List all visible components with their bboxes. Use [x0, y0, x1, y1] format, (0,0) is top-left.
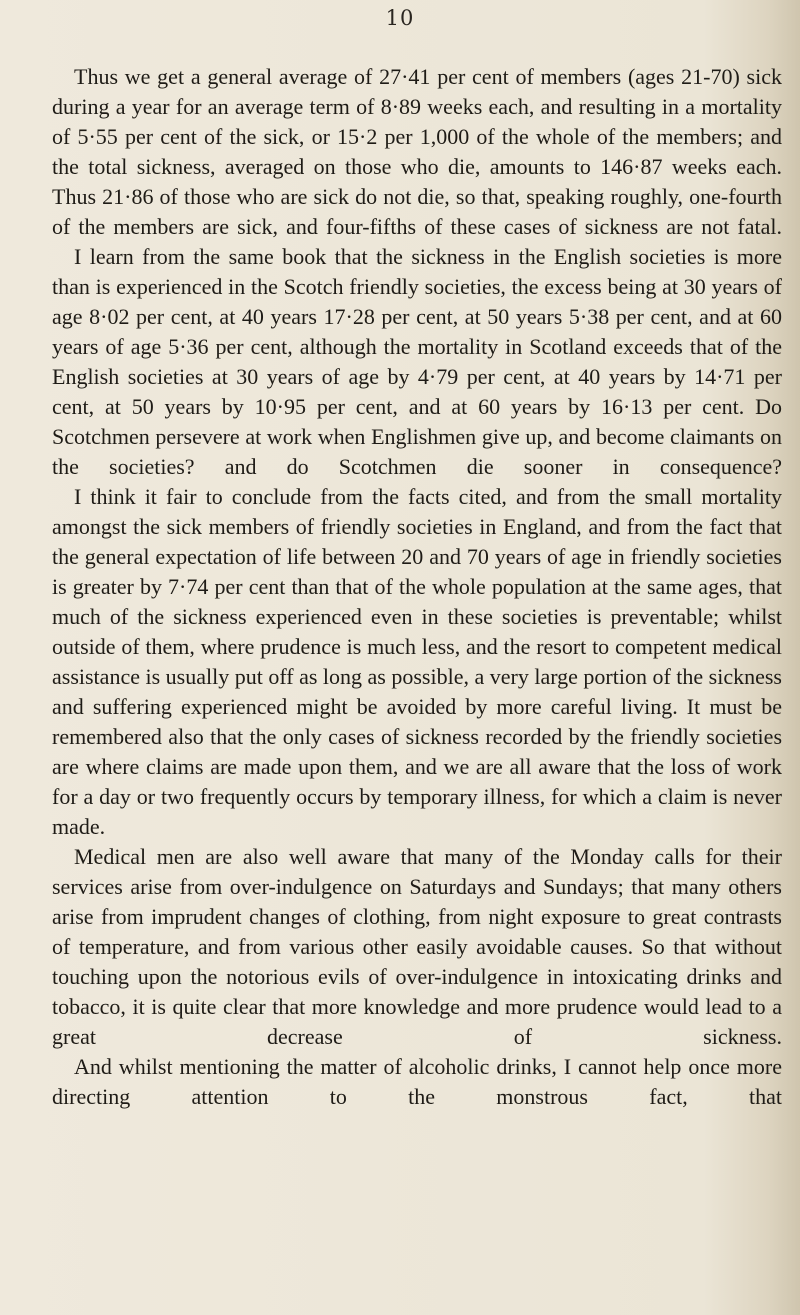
- body-text: [52, 62, 782, 1112]
- paragraph-1: Thus we get a general average of 27·41 per cent of members (ages 21-70) sick during a year for an average term of 8·89 weeks each, and resulting in a mortality of 5·55 per cent of the sick, or 15·2 per 1,000 of the whole of the members; and the total sickness, averaged on those who die, amounts to 146·87 weeks each. Thus 21·86 of those who are sick do not die, so that, speaking roughly, one-fourth of the members are sick, and four-fifths of these cases of sickness are not fatal.: [52, 64, 782, 239]
- paragraph-2: I learn from the same book that the sickness in the English societies is more than is experienced in the Scotch friendly societies, the excess being at 30 years of age 8·02 per cent, at 40 years 17·28 per cent, at 50 years 5·38 per cent, and at 60 years of age 5·36 per cent, although the mortality in Scotland exceeds that of the English societies at 30 years of age by 4·79 per cent, at 40 years by 14·71 per cent, at 50 years by 10·95 per cent, and at 60 years by 16·13 per cent. Do Scotchmen persevere at work when Englishmen give up, and become claimants on the societies? and do Scotchmen die sooner in consequence?: [52, 244, 782, 479]
- paragraph-4: Medical men are also well aware that many of the Monday calls for their services arise from over-indulgence on Saturdays and Sundays; that many others arise from imprudent changes of clothing, from night exposure to great contrasts of temperature, and from various other easily avoidable causes. So that without touching upon the notorious evils of over-indulgence in intoxicating drinks and tobacco, it is quite clear that more knowledge and more prudence would lead to a great decrease of sickness.: [52, 844, 782, 1049]
- paragraph-3: I think it fair to conclude from the facts cited, and from the small mortality amongst the sick members of friendly societies in England, and from the fact that the general expectation of life between 20 and 70 years of age in friendly societies is greater by 7·74 per cent than that of the whole population at the same ages, that much of the sickness experienced even in these societies is preventable; whilst outside of them, where prudence is much less, and the resort to competent medical assistance is usually put off as long as possible, a very large portion of the sickness and suffering experienced might be avoided by more careful living. It must be remembered also that the only cases of sickness recorded by the friendly societies are where claims are made upon them, and we are all aware that the loss of work for a day or two frequently occurs by temporary illness, for which a claim is never made.: [52, 484, 782, 839]
- paragraph-5: And whilst mentioning the matter of alcoholic drinks, I cannot help once more directing attention to the monstrous fact, that: [52, 1054, 782, 1109]
- page-number: 10: [385, 6, 415, 30]
